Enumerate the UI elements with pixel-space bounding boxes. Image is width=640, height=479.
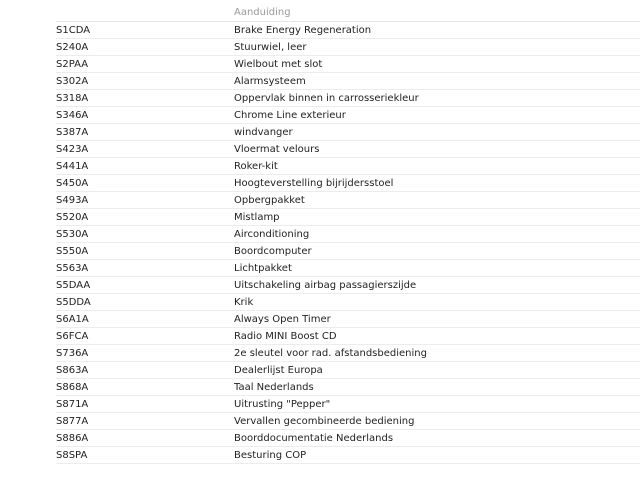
table-row — [56, 56, 640, 73]
table-row — [56, 447, 640, 464]
option-code: S387A — [56, 124, 234, 141]
table-row — [56, 413, 640, 430]
option-description: Always Open Timer — [234, 311, 640, 328]
option-description: Alarmsysteem — [234, 73, 640, 90]
table-header-row — [56, 4, 640, 22]
table-row — [56, 22, 640, 39]
option-code: S450A — [56, 175, 234, 192]
table-row — [56, 209, 640, 226]
option-code: S5DDA — [56, 294, 234, 311]
option-description: Uitschakeling airbag passagierszijde — [234, 277, 640, 294]
option-description: Chrome Line exterieur — [234, 107, 640, 124]
option-code: S550A — [56, 243, 234, 260]
table-row — [56, 277, 640, 294]
option-description: 2e sleutel voor rad. afstandsbediening — [234, 345, 640, 362]
option-code: S6FCA — [56, 328, 234, 345]
table-row — [56, 226, 640, 243]
table-row — [56, 345, 640, 362]
table-row — [56, 430, 640, 447]
option-code: S8SPA — [56, 447, 234, 464]
option-description: Radio MINI Boost CD — [234, 328, 640, 345]
table-row — [56, 141, 640, 158]
option-description: Opbergpakket — [234, 192, 640, 209]
option-description: Wielbout met slot — [234, 56, 640, 73]
option-code: S886A — [56, 430, 234, 447]
option-description: Hoogteverstelling bijrijdersstoel — [234, 175, 640, 192]
table-row — [56, 328, 640, 345]
table-row — [56, 192, 640, 209]
table-row — [56, 90, 640, 107]
table-row — [56, 158, 640, 175]
option-description: windvanger — [234, 124, 640, 141]
options-table — [56, 4, 640, 464]
table-body — [56, 22, 640, 464]
option-description: Boorddocumentatie Nederlands — [234, 430, 640, 447]
option-code: S736A — [56, 345, 234, 362]
option-description: Taal Nederlands — [234, 379, 640, 396]
table-row — [56, 124, 640, 141]
table-row — [56, 243, 640, 260]
column-header-description: Aanduiding — [234, 4, 640, 22]
option-code: S2PAA — [56, 56, 234, 73]
table-row — [56, 379, 640, 396]
option-code: S863A — [56, 362, 234, 379]
option-code: S520A — [56, 209, 234, 226]
option-description: Lichtpakket — [234, 260, 640, 277]
option-code: S493A — [56, 192, 234, 209]
option-description: Oppervlak binnen in carrosseriekleur — [234, 90, 640, 107]
option-code: S346A — [56, 107, 234, 124]
table-row — [56, 175, 640, 192]
option-description: Airconditioning — [234, 226, 640, 243]
option-code: S6A1A — [56, 311, 234, 328]
option-description: Boordcomputer — [234, 243, 640, 260]
option-description: Mistlamp — [234, 209, 640, 226]
option-code: S871A — [56, 396, 234, 413]
table-row — [56, 39, 640, 56]
option-code: S423A — [56, 141, 234, 158]
option-description: Dealerlijst Europa — [234, 362, 640, 379]
option-description: Besturing COP — [234, 447, 640, 464]
option-code: S563A — [56, 260, 234, 277]
option-code: S5DAA — [56, 277, 234, 294]
option-code: S868A — [56, 379, 234, 396]
option-description: Roker-kit — [234, 158, 640, 175]
table-row — [56, 107, 640, 124]
option-description: Stuurwiel, leer — [234, 39, 640, 56]
option-code: S240A — [56, 39, 234, 56]
table-row — [56, 362, 640, 379]
option-description: Krik — [234, 294, 640, 311]
option-description: Vloermat velours — [234, 141, 640, 158]
table-row — [56, 73, 640, 90]
option-code: S530A — [56, 226, 234, 243]
table-row — [56, 396, 640, 413]
option-code: S302A — [56, 73, 234, 90]
option-description: Vervallen gecombineerde bediening — [234, 413, 640, 430]
option-code: S877A — [56, 413, 234, 430]
option-code: S1CDA — [56, 22, 234, 39]
table-row — [56, 311, 640, 328]
option-code: S318A — [56, 90, 234, 107]
option-code: S441A — [56, 158, 234, 175]
table-row — [56, 260, 640, 277]
option-description: Uitrusting "Pepper" — [234, 396, 640, 413]
column-header-code — [56, 4, 234, 22]
option-description: Brake Energy Regeneration — [234, 22, 640, 39]
table-row — [56, 294, 640, 311]
